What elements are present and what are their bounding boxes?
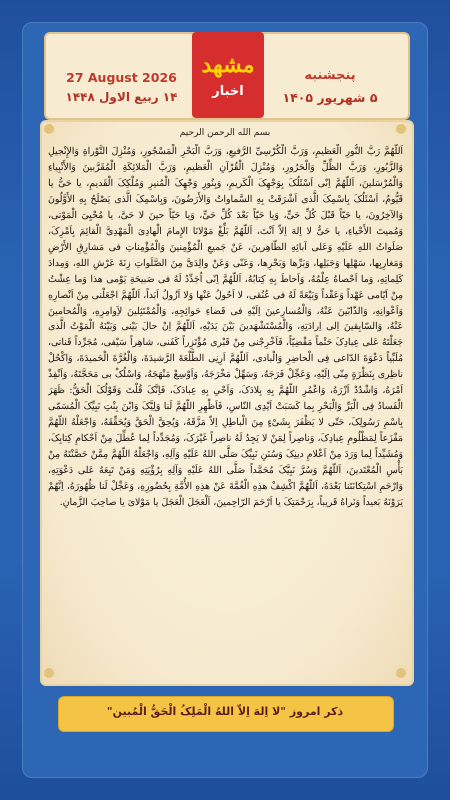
prayer-body-text: اَللّهُمَّ رَبَّ النُّورِ الْعَظیمِ، وَرَبَّ الْکُرْسِیِّ الرَّفیعِ، وَرَبَّ الْبَحْرِ الْمَسْجُورِ، وَمُنْزِلَ التَّوْراةِ وَالإِنْجیلِ وَالزَّبُورِ، وَرَبَّ الظِّلِّ وَالْحَرُورِ، وَمُنْزِلَ الْقُرْآنِ الْعَظیمِ، وَرَبَّ الْمَلائِکَةِ الْمُقَرَّبینَ وَالأَنْبِیاءِ وَالْمُرْسَلینَ، اَللّهُمَّ اِنّی اَسْئَلُکَ بِوَجْهِکَ الْکَریمِ، وَبِنُورِ وَجْهِکَ الْمُنیرِ وَمُلْکِکَ الْقَدیمِ، یا حَیُّ یا قَیُّومُ، اَسْئَلُکَ بِاسْمِکَ الَّذی اَشْرَقَتْ بِهِ السَّماواتُ وَالأَرَضُونَ، وَبِاسْمِکَ الَّذی یَصْلَحُ بِهِ الأَوَّلُونَ وَالآخِرُونَ، یا حَیّاً قَبْلَ کُلِّ حَیٍّ، وَیا حَیّاً بَعْدَ کُلِّ حَیٍّ، وَیا حَیّاً حینَ لا حَیَّ، یا مُحْیِیَ الْمَوْتی، وَمُمیتَ الأَحْیاءِ، یا حَیُّ لا اِلهَ اِلاّ اَنْتَ، اَللّهُمَّ بَلِّغْ مَوْلانَا الإِمامَ الْهادِیَ الْمَهْدِیَّ الْقائِمَ بِاَمْرِکَ، صَلَواتُ اللهِ عَلَیْهِ وَعَلی آبائِهِ الطّاهِرینَ، عَنْ جَمیعِ الْمُؤْمِنینَ وَالْمُؤْمِناتِ فی مَشارِقِ الأَرْضِ وَمَغارِبِها، سَهْلِها وَجَبَلِها، وَبَرِّها وَبَحْرِها، وَعَنّی وَعَنْ والِدَیَّ مِنَ الصَّلَواتِ زِنَةَ عَرْشِ اللهِ، وَمِدادَ کَلِماتِهِ، وَما اَحْصاهُ عِلْمُهُ، وَاَحاطَ بِهِ کِتابُهُ، اَللّهُمَّ اِنّی اُجَدِّدُ لَهُ فی صَبیحَةِ یَوْمی هذا وَما عِشْتُ مِنْ اَیّامی عَهْداً وَعَقْداً وَبَیْعَةً لَهُ فی عُنُقی، لا اَحُولُ عَنْها وَلا اَزُولُ اَبَداً، اَللّهُمَّ اجْعَلْنی مِنْ اَنْصارِهِ وَاَعْوانِهِ، وَالذّابّینَ عَنْهُ، وَالْمُسارِعینَ اِلَیْهِ فی قَضاءِ حَوائِجِهِ، وَالْمُمْتَثِلینَ لاَِوامِرِهِ، وَالْمُحامینَ عَنْهُ، وَالسّابِقینَ اِلی اِرادَتِهِ، وَالْمُسْتَشْهَدینَ بَیْنَ یَدَیْهِ، اَللّهُمَّ اِنْ حالَ بَیْنی وَبَیْنَهُ الْمَوْتُ الَّذی جَعَلْتَهُ عَلی عِبادِکَ حَتْماً مَقْضِیّاً، فَاَخْرِجْنی مِنْ قَبْری مُؤْتَزِراً کَفَنی، شاهِراً سَیْفی، مُجَرِّداً قَناتی، مُلَبِّیاً دَعْوَةَ الدّاعی فِی الْحاضِرِ وَالْبادی، اَللّهُمَّ اَرِنِی الطَّلْعَةَ الرَّشیدَةَ، وَالْغُرَّةَ الْحَمیدَةَ، وَاکْحُلْ ناظِری بِنَظْرَةٍ مِنّی اِلَیْهِ، وَعَجِّلْ فَرَجَهُ، وَسَهِّلْ مَخْرَجَهُ، وَاَوْسِعْ مَنْهَجَهُ، وَاسْلُکْ بی مَحَجَّتَهُ، وَاَنْفِذْ اَمْرَهُ، وَاشْدُدْ اَزْرَهُ، وَاعْمُرِ اللّهُمَّ بِهِ بِلادَکَ، وَاَحْیِ بِهِ عِبادَکَ، فَاِنَّکَ قُلْتَ وَقَوْلُکَ الْحَقُّ: ظَهَرَ الْفَسادُ فِی الْبَرِّ وَالْبَحْرِ بِما کَسَبَتْ اَیْدِی النّاسِ، فَاَظْهِرِ اللّهُمَّ لَنا وَلِیَّکَ وَابْنَ بِنْتِ نَبِیِّکَ الْمُسَمّی بِاسْمِ رَسُولِکَ، حَتّی لا یَظْفَرَ بِشَیْءٍ مِنَ الْباطِلِ اِلاّ مَزَّقَهُ، وَیُحِقَّ الْحَقَّ وَیُحَقِّقَهُ، وَاجْعَلْهُ اللّهُمَّ مَفْزَعاً لِمَظْلُومِ عِبادِکَ، وَناصِراً لِمَنْ لا یَجِدُ لَهُ ناصِراً غَیْرَکَ، وَمُجَدِّداً لِما عُطِّلَ مِنْ اَحْکامِ کِتابِکَ، وَمُشَیِّداً لِما وَرَدَ مِنْ اَعْلامِ دینِکَ وَسُنَنِ نَبِیِّکَ صَلَّی اللهُ عَلَیْهِ وَآلِهِ، وَاجْعَلْهُ اللّهُمَّ مِمَّنْ حَصَّنْتَهُ مِنْ بَأْسِ الْمُعْتَدینَ، اَللّهُمَّ وَسُرَّ نَبِیَّکَ مُحَمَّداً صَلَّی اللهُ عَلَیْهِ وَآلِهِ بِرُؤْیَتِهِ وَمَنْ تَبِعَهُ عَلی دَعْوَتِهِ، وَارْحَمِ اسْتِکانَتَنا بَعْدَهُ، اَللّهُمَّ اکْشِفْ هذِهِ الْغُمَّةَ عَنْ هذِهِ الأُمَّةِ بِحُضُورِهِ، وَعَجِّلْ لَنا ظُهُورَهُ، اِنَّهُمْ یَرَوْنَهُ بَعیداً وَنَراهُ قَریباً، بِرَحْمَتِکَ یا اَرْحَمَ الرّاحِمینَ، اَلْعَجَلَ الْعَجَلَ یا مَوْلایَ یا صاحِبَ الزَّمانِ. xyxy=(48,146,403,508)
channel-logo xyxy=(192,20,264,120)
gregorian-date: 27 August 2026 xyxy=(66,70,177,85)
logo-subtitle: اخبار xyxy=(212,84,244,99)
weekday-label: پنجشنبه xyxy=(304,68,356,83)
hijri-date: ۱۴ ربیع الاول ۱۴۴۸ xyxy=(65,90,178,104)
jalali-date: ۵ شهریور ۱۴۰۵ xyxy=(282,90,378,105)
bismillah-heading: بسم الله الرحمن الرحیم xyxy=(179,128,271,138)
daily-zikr-text: ذکر امروز "لا اِلهَ اِلاّ اللهُ الْمَلِکُ الْحَقُّ الْمُبین" xyxy=(106,705,344,718)
logo-title: مشهد xyxy=(201,52,255,78)
